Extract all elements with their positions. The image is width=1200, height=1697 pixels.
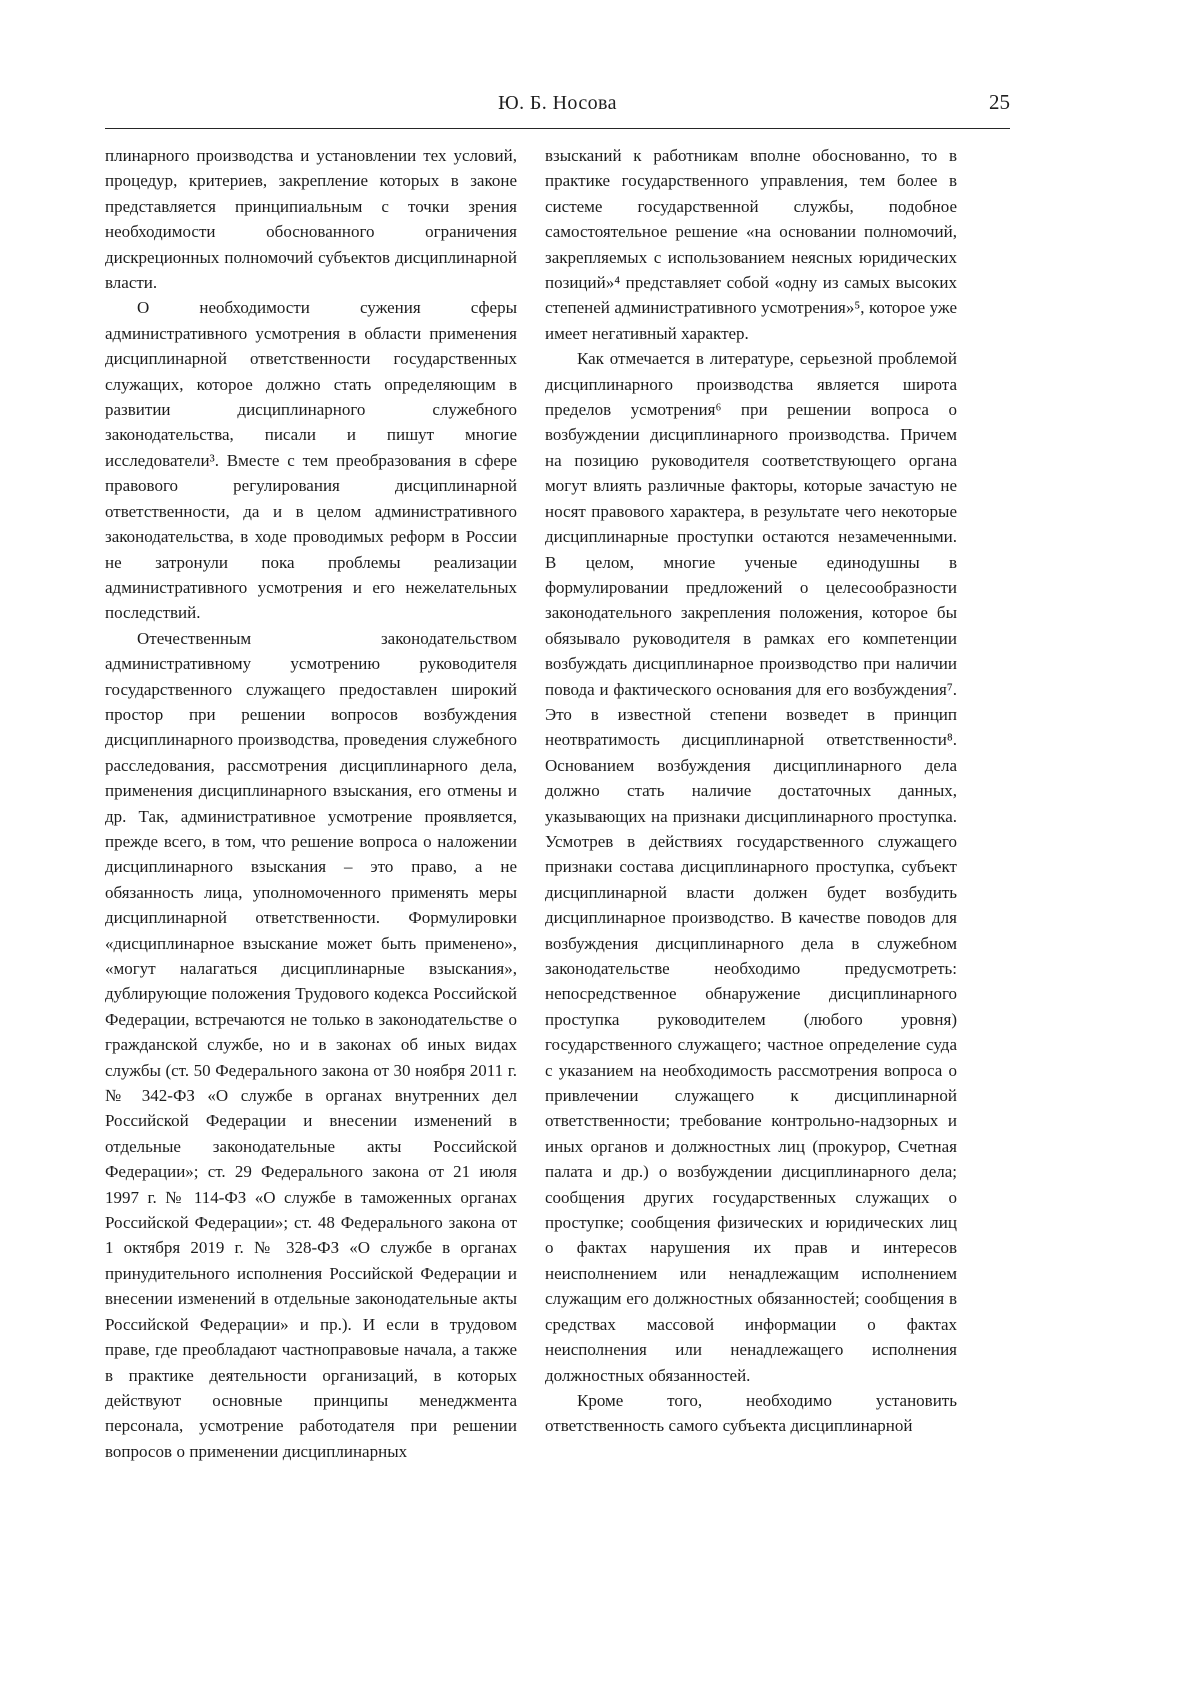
running-head — [105, 92, 1010, 120]
paragraph: Кроме того, необходимо установить ответственность самого субъекта дисциплинарной — [545, 1390, 957, 1436]
text-columns — [105, 143, 957, 1464]
paragraph: плинарного производства и установлении тех условий, процедур, критериев, закрепление которых в законе представляется принципиальным с точки зрения необходимости обоснованного ограничения дискреционных полномочий субъектов дисциплинарной власти. — [105, 146, 517, 293]
paragraph: Как отмечается в литературе, серьезной проблемой дисциплинарного производства является широта пределов усмотрения⁶ при решении вопроса о возбуждении дисциплинарного производства. Причем на позицию руководителя соответствующего органа могут влиять различные факторы, которые зачастую не носят правового характера, в результате чего некоторые дисциплинарные проступки остаются незамеченными. В целом, многие ученые единодушны в формулировании предложений о целесообразности законодательного закрепления положения, которое бы обязывало руководителя в рамках его компетенции возбуждать дисциплинарное производство при наличии повода и фактического основания для его возбуждения⁷. Это в известной степени возведет в принцип неотвратимость дисциплинарной ответственности⁸. Основанием возбуждения дисциплинарного дела должно стать наличие достаточных данных, указывающих на признаки дисциплинарного проступка. Усмотрев в действиях государственного служащего признаки состава дисциплинарного проступка, субъект дисциплинарной власти должен будет возбудить дисциплинарное производство. В качестве поводов для возбуждения дисциплинарного дела в служебном законодательстве необходимо предусмотреть: непосредственное обнаружение дисциплинарного проступка руководителем (любого уровня) государственного служащего; частное определение суда с указанием на необходимость рассмотрения вопроса о привлечении служащего к дисциплинарной ответственности; требование контрольно-надзорных и иных органов и должностных лиц (прокурор, Счетная палата и др.) о возбуждении дисциплинарного дела; сообщения других государственных служащих о проступке; сообщения физических и юридических лиц о фактах нарушения их прав и интересов неисполнением или ненадлежащим исполнением служащим его должностных обязанностей; сообщения в средствах массовой информации о фактах неисполнения или ненадлежащего исполнения должностных обязанностей. — [545, 349, 957, 1385]
running-head-author: Ю. Б. Носова — [498, 92, 617, 114]
paragraph: О необходимости сужения сферы административного усмотрения в области применения дисциплинарной ответственности государственных служащих, которое должно стать определяющим в развитии дисциплинарного служебного законодательства, писали и пишут многие исследователи³. Вместе с тем преобразования в сфере правового регулирования дисциплинарной ответственности, да и в целом административного законодательства, в ходе проводимых реформ в России не затронули пока проблемы реализации административного усмотрения и его нежелательных последствий. — [105, 298, 517, 623]
header-rule — [105, 128, 1010, 129]
paragraph: Отечественным законодательством административному усмотрению руководителя государственного служащего предоставлен широкий простор при решении вопросов возбуждения дисциплинарного производства, проведения служебного расследования, рассмотрения дисциплинарного дела, применения дисциплинарного взыскания, его отмены и др. Так, административное усмотрение проявляется, прежде всего, в том, что решение вопроса о наложении дисциплинарного взыскания – это право, а не обязанность лица, уполномоченного применять меры дисциплинарной ответственности. Формулировки «дисциплинарное взыскание может быть применено», «могут налагаться дисциплинарные взыскания», дублирующие положения Трудового кодекса Российской Федерации, встречаются не только в законодательстве о гражданской службе, но и в законах об иных видах службы (ст. 50 Федерального закона от 30 ноября 2011 г. № 342-ФЗ «О службе в органах внутренних дел Российской Федерации и внесении изменений в отдельные законодательные акты Российской Федерации»; ст. 29 Федерального закона от 21 июля 1997 г. № 114-ФЗ «О службе в таможенных органах Российской Федерации»; ст. 48 Федерального закона от 1 октября 2019 г. № 328-ФЗ «О службе в органах принудительного исполнения Российской Федерации и внесении изменений в отдельные законодательные акты Российской Федерации» и пр.). И если в трудовом праве, где преобладают частноправовые начала, а также в практике деятельности организаций, в которых действуют основные принципы менеджмента персонала, усмотрение работодателя при решении вопросов о применении дисциплинарных — [105, 628, 517, 1461]
paragraph: взысканий к работникам вполне обоснованно, то в практике государственного управления, тем более в системе государственной службы, подобное самостоятельное решение «на основании полномочий, закрепляемых с использованием неясных юридических позиций»⁴ представляет собой «одну из самых высоких степеней административного усмотрения»⁵, которое уже имеет негативный характер. — [545, 146, 957, 343]
page-number: 25 — [989, 90, 1010, 114]
column-left — [105, 143, 517, 1464]
paper-page — [105, 0, 1010, 1464]
column-right — [545, 143, 957, 1464]
